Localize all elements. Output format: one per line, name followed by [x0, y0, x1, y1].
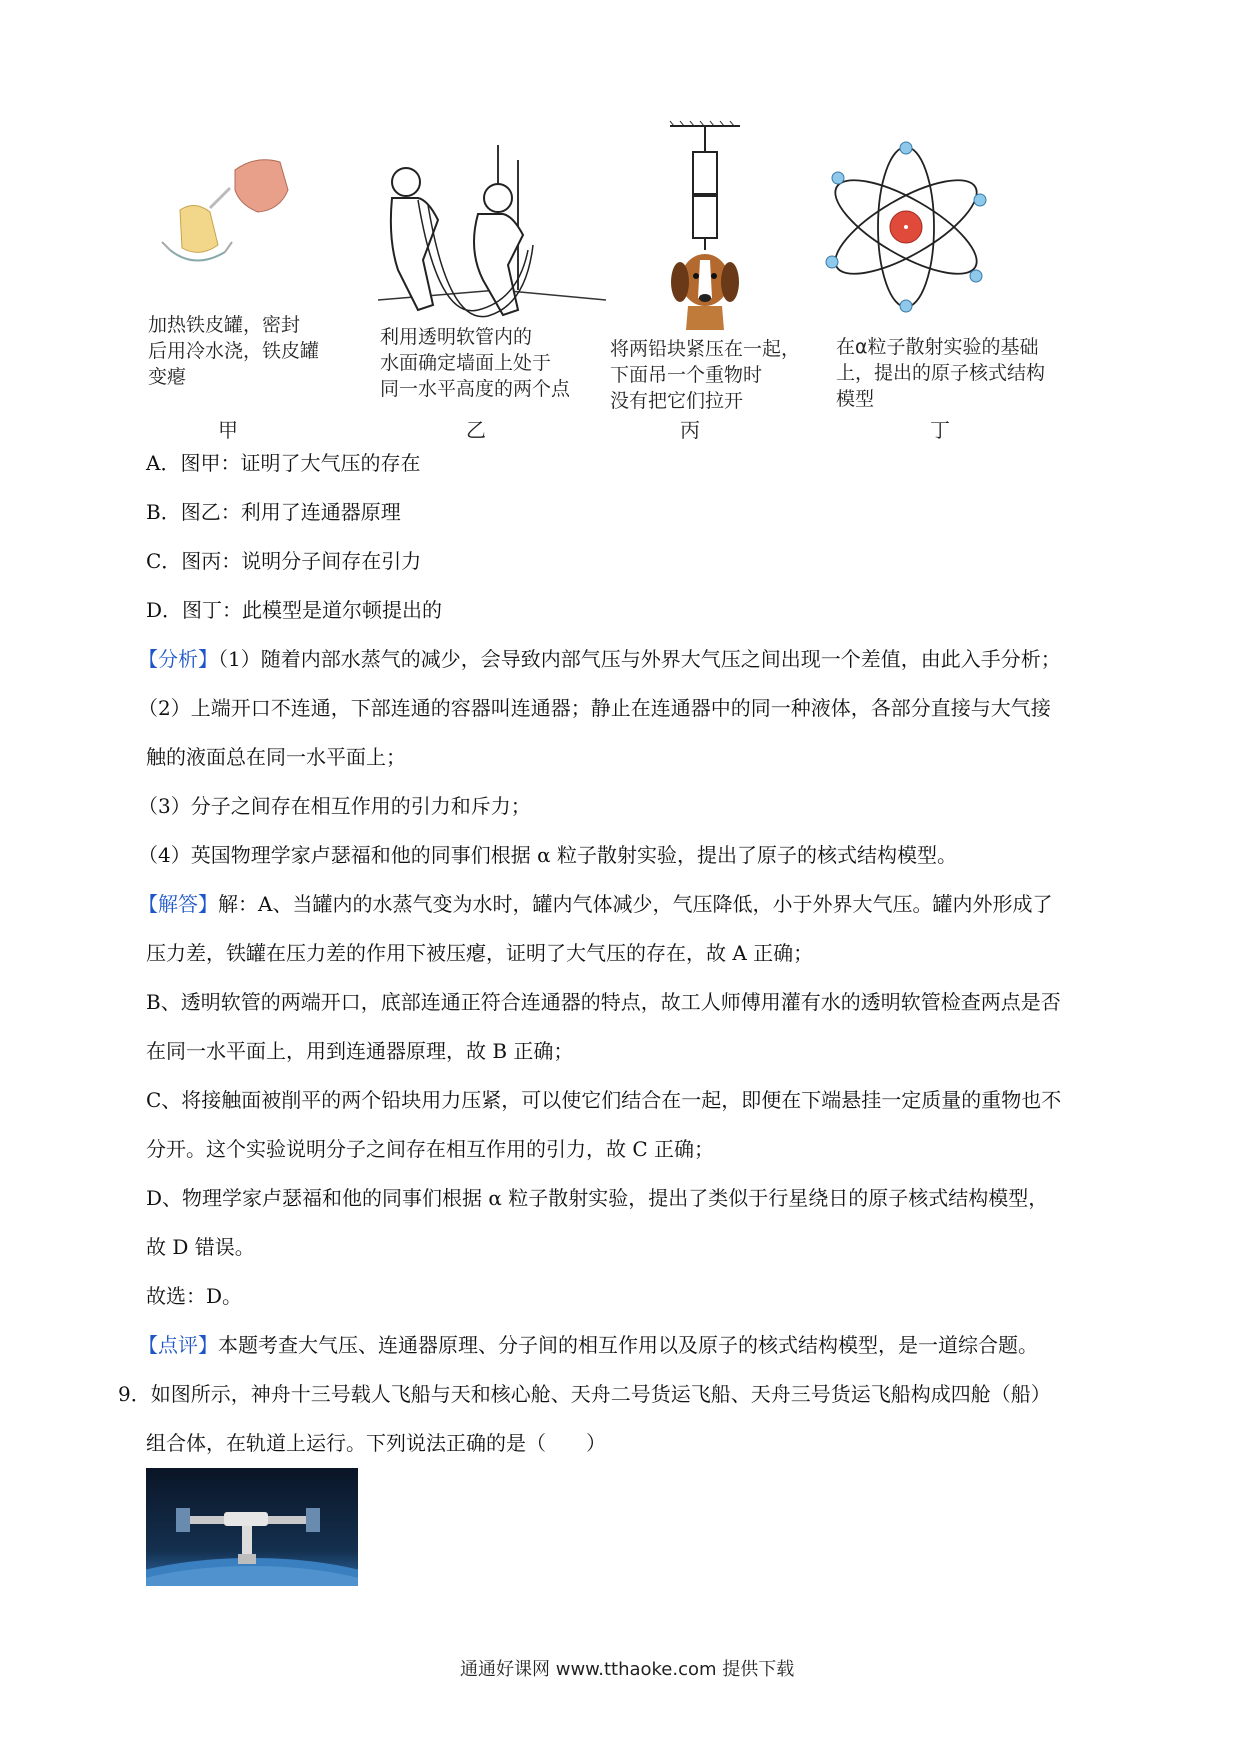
figure-yi-illustration — [378, 140, 608, 330]
analysis-line-5: （4）英国物理学家卢瑟福和他的同事们根据 α 粒子散射实验，提出了原子的核式结构模型。 — [138, 843, 957, 867]
option-d: D．图丁：此模型是道尔顿提出的 — [146, 598, 443, 622]
option-a: A．图甲：证明了大气压的存在 — [146, 451, 421, 475]
figure-bing-caption: 将两铅块紧压在一起， 下面吊一个重物时 没有把它们拉开 — [610, 338, 801, 412]
comment-tag: 【点评】 — [138, 1333, 218, 1357]
comment-line — [138, 1333, 1038, 1357]
answer-line-3: B、透明软管的两端开口，底部连通正符合连通器的特点，故工人师傅用灌有水的透明软管检查两点是否 — [146, 990, 1061, 1014]
answer-line-2: 压力差，铁罐在压力差的作用下被压瘪，证明了大气压的存在，故 A 正确； — [146, 941, 814, 965]
answer-line-8: 故 D 错误。 — [146, 1235, 255, 1259]
figure-yi-label: 乙 — [466, 418, 486, 442]
figure-jia-illustration — [140, 150, 310, 280]
answer-line-5: C、将接触面被削平的两个铅块用力压紧，可以使它们结合在一起，即便在下端悬挂一定质量的重物也不 — [146, 1088, 1062, 1112]
question-9-line-1: 9．如图所示，神舟十三号载人飞船与天和核心舱、天舟二号货运飞船、天舟三号货运飞船构成四舱（船） — [118, 1382, 1051, 1406]
answer-line-7: D、物理学家卢瑟福和他的同事们根据 α 粒子散射实验，提出了类似于行星绕日的原子核式结构模型， — [146, 1186, 1049, 1210]
figure-ding-caption: 在α粒子散射实验的基础 上，提出的原子核式结构 模型 — [836, 336, 1046, 410]
analysis-line-4: （3）分子之间存在相互作用的引力和斥力； — [138, 794, 531, 818]
question-9-line-2: 组合体，在轨道上运行。下列说法正确的是（ ） — [146, 1431, 606, 1455]
answer-line-9: 故选：D。 — [146, 1284, 243, 1308]
answer-tag: 【解答】 — [138, 892, 218, 916]
figure-bing-label: 丙 — [680, 418, 700, 442]
figure-jia-label: 甲 — [218, 418, 238, 442]
figure-ding-illustration — [820, 136, 992, 318]
analysis-text-1: （1）随着内部水蒸气的减少，会导致内部气压与外界大气压之间出现一个差值，由此入手分析； — [218, 647, 1061, 671]
comment-text: 本题考查大气压、连通器原理、分子间的相互作用以及原子的核式结构模型，是一道综合题。 — [218, 1333, 1038, 1357]
analysis-tag: 【分析】 — [138, 647, 218, 671]
figure-ding-label: 丁 — [930, 418, 950, 442]
analysis-line-1 — [138, 647, 1061, 671]
page-footer: 通通好课网 www.tthaoke.com 提供下载 — [460, 1659, 795, 1680]
answer-line-1 — [138, 892, 1052, 916]
analysis-line-3: 触的液面总在同一水平面上； — [146, 745, 406, 769]
answer-line-4: 在同一水平面上，用到连通器原理，故 B 正确； — [146, 1039, 574, 1063]
figure-yi-caption: 利用透明软管内的 水面确定墙面上处于 同一水平高度的两个点 — [380, 326, 571, 400]
analysis-line-2: （2）上端开口不连通，下部连通的容器叫连通器；静止在连通器中的同一种液体，各部分直接与大气接 — [138, 696, 1051, 720]
option-b: B．图乙：利用了连通器原理 — [146, 500, 401, 524]
option-c: C．图丙：说明分子间存在引力 — [146, 549, 422, 573]
answer-text-1: 解：A、当罐内的水蒸气变为水时，罐内气体减少，气压降低，小于外界大气压。罐内外形成了 — [218, 892, 1053, 916]
figure-jia-caption: 加热铁皮罐，密封 后用冷水浇，铁皮罐 变瘪 — [148, 314, 320, 388]
space-station-image — [146, 1468, 358, 1586]
answer-line-6: 分开。这个实验说明分子之间存在相互作用的引力，故 C 正确； — [146, 1137, 715, 1161]
figure-bing-illustration — [660, 120, 750, 335]
